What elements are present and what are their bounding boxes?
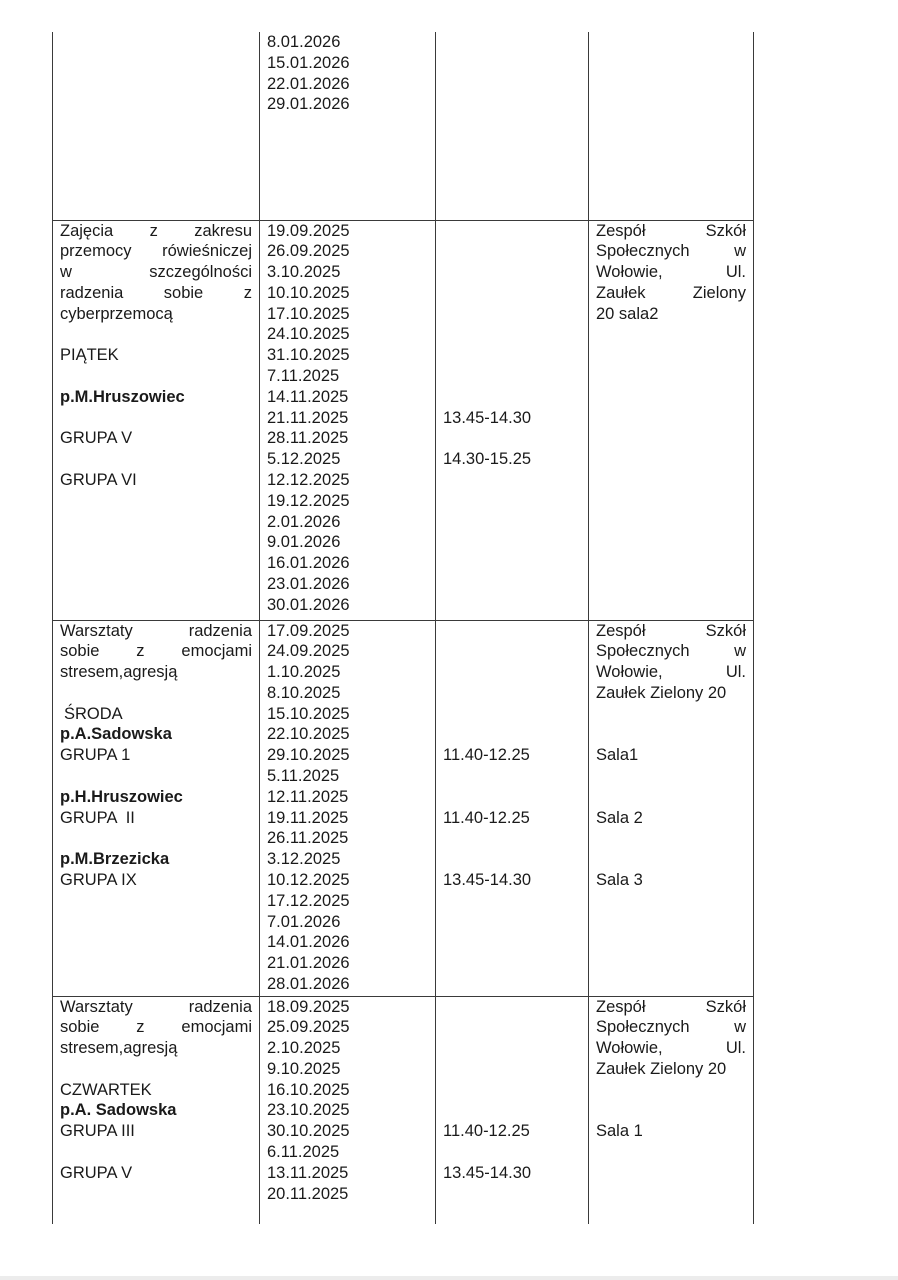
description-line: przemocy rówieśniczej <box>60 242 252 261</box>
date: 3.10.2025 <box>267 263 341 282</box>
room-label: Sala 3 <box>596 871 643 890</box>
group-label: GRUPA III <box>60 1122 135 1141</box>
description-cell <box>53 996 260 1224</box>
date: 9.10.2025 <box>267 1059 341 1078</box>
times-cell <box>436 996 589 1224</box>
date: 2.10.2025 <box>267 1039 341 1058</box>
times-cell <box>436 220 589 620</box>
date: 15.10.2025 <box>267 704 350 723</box>
date: 1.10.2025 <box>267 663 341 682</box>
table-row <box>53 32 754 220</box>
group-label: GRUPA II <box>60 808 135 827</box>
date: 2.01.2026 <box>267 512 341 531</box>
description-cell <box>53 32 260 220</box>
date: 14.11.2025 <box>267 387 349 406</box>
date: 30.10.2025 <box>267 1122 350 1141</box>
date: 14.01.2026 <box>267 933 350 952</box>
date: 7.01.2026 <box>267 912 341 931</box>
group-label: GRUPA VI <box>60 471 137 490</box>
description-line: cyberprzemocą <box>60 304 173 323</box>
date: 13.11.2025 <box>267 1163 349 1182</box>
date: 17.09.2025 <box>267 621 350 640</box>
date: 9.01.2026 <box>267 533 341 552</box>
description-line: radzenia sobie z <box>60 283 252 302</box>
date: 18.09.2025 <box>267 997 350 1016</box>
date: 12.11.2025 <box>267 787 349 806</box>
date: 26.11.2025 <box>267 829 349 848</box>
description-line: w szczególności <box>60 263 252 282</box>
dates-cell <box>260 220 436 620</box>
time-slot: 13.45-14.30 <box>443 408 532 427</box>
day-label: CZWARTEK <box>60 1080 152 1099</box>
location-line: Wołowie, Ul. <box>596 663 746 682</box>
room-label: Sala 2 <box>596 808 643 827</box>
date: 22.10.2025 <box>267 725 350 744</box>
date: 8.10.2025 <box>267 683 341 702</box>
location-line: Wołowie, Ul. <box>596 263 746 282</box>
description-line: stresem,agresją <box>60 1039 178 1058</box>
date: 12.12.2025 <box>267 471 350 490</box>
date: 25.09.2025 <box>267 1018 350 1037</box>
date: 16.01.2026 <box>267 554 350 573</box>
date: 15.01.2026 <box>267 53 350 72</box>
times-cell <box>436 32 589 220</box>
date: 17.12.2025 <box>267 891 350 910</box>
time-slot: 11.40-12.25 <box>443 1122 530 1141</box>
location-line: Zaułek Zielony 20 <box>596 683 727 702</box>
teacher-name: p.M.Hruszowiec <box>60 387 185 406</box>
date: 10.10.2025 <box>267 283 350 302</box>
date: 19.09.2025 <box>267 221 350 240</box>
date: 30.01.2026 <box>267 595 350 614</box>
location-cell <box>589 996 754 1224</box>
location-line: Wołowie, Ul. <box>596 1039 746 1058</box>
date: 22.01.2026 <box>267 74 350 93</box>
room-label: Sala 1 <box>596 1122 643 1141</box>
location-line: Zaułek Zielony 20 <box>596 1059 727 1078</box>
teacher-name: p.M.Brzezicka <box>60 850 170 869</box>
location-cell <box>589 32 754 220</box>
time-slot: 13.45-14.30 <box>443 871 532 890</box>
date: 28.11.2025 <box>267 429 349 448</box>
day-label: PIĄTEK <box>60 346 119 365</box>
date: 20.11.2025 <box>267 1184 349 1203</box>
dates-cell <box>260 620 436 996</box>
date: 17.10.2025 <box>267 304 350 323</box>
date: 31.10.2025 <box>267 346 350 365</box>
dates-cell <box>260 32 436 220</box>
date: 5.11.2025 <box>267 767 340 786</box>
date: 28.01.2026 <box>267 975 350 994</box>
location-cell <box>589 620 754 996</box>
description-line: sobie z emocjami <box>60 1018 252 1037</box>
location-line: Społecznych w <box>596 1018 746 1037</box>
dates-cell <box>260 996 436 1224</box>
table-row <box>53 620 754 996</box>
date: 29.10.2025 <box>267 746 350 765</box>
date: 19.11.2025 <box>267 808 349 827</box>
time-slot: 13.45-14.30 <box>443 1163 532 1182</box>
group-label: GRUPA IX <box>60 871 137 890</box>
date: 23.01.2026 <box>267 575 350 594</box>
teacher-name: p.A. Sadowska <box>60 1101 177 1120</box>
description-line: Warsztaty radzenia <box>60 621 252 640</box>
time-slot: 11.40-12.25 <box>443 808 530 827</box>
date: 7.11.2025 <box>267 367 340 386</box>
location-cell <box>589 220 754 620</box>
description-line: sobie z emocjami <box>60 642 252 661</box>
date: 24.09.2025 <box>267 642 350 661</box>
location-line: Zaułek Zielony <box>596 283 746 302</box>
location-line: Społecznych w <box>596 242 746 261</box>
teacher-name: p.H.Hruszowiec <box>60 787 183 806</box>
teacher-name: p.A.Sadowska <box>60 725 172 744</box>
location-line: Zespół Szkół <box>596 997 746 1016</box>
time-slot: 11.40-12.25 <box>443 746 530 765</box>
date: 24.10.2025 <box>267 325 350 344</box>
times-cell <box>436 620 589 996</box>
date: 16.10.2025 <box>267 1080 350 1099</box>
date: 26.09.2025 <box>267 242 350 261</box>
day-label: ŚRODA <box>64 704 123 723</box>
description-line: stresem,agresją <box>60 663 178 682</box>
date: 3.12.2025 <box>267 850 341 869</box>
group-label: GRUPA 1 <box>60 746 131 765</box>
date: 19.12.2025 <box>267 491 350 510</box>
date: 29.01.2026 <box>267 95 350 114</box>
date: 21.01.2026 <box>267 954 350 973</box>
page-bottom-edge <box>0 1276 898 1280</box>
group-label: GRUPA V <box>60 1163 133 1182</box>
description-cell <box>53 220 260 620</box>
room-label: Sala1 <box>596 746 639 765</box>
location-line: Zespół Szkół <box>596 621 746 640</box>
location-line: Społecznych w <box>596 642 746 661</box>
date: 23.10.2025 <box>267 1101 350 1120</box>
group-label: GRUPA V <box>60 429 133 448</box>
time-slot: 14.30-15.25 <box>443 450 532 469</box>
location-line: Zespół Szkół <box>596 221 746 240</box>
table-row <box>53 996 754 1224</box>
date: 5.12.2025 <box>267 450 341 469</box>
date: 8.01.2026 <box>267 33 341 51</box>
description-line: Zajęcia z zakresu <box>60 221 252 240</box>
table-row <box>53 220 754 620</box>
location-line: 20 sala2 <box>596 304 659 323</box>
description-line: Warsztaty radzenia <box>60 997 252 1016</box>
date: 10.12.2025 <box>267 871 350 890</box>
description-cell <box>53 620 260 996</box>
date: 6.11.2025 <box>267 1143 340 1162</box>
schedule-table <box>52 32 754 1224</box>
date: 21.11.2025 <box>267 408 349 427</box>
